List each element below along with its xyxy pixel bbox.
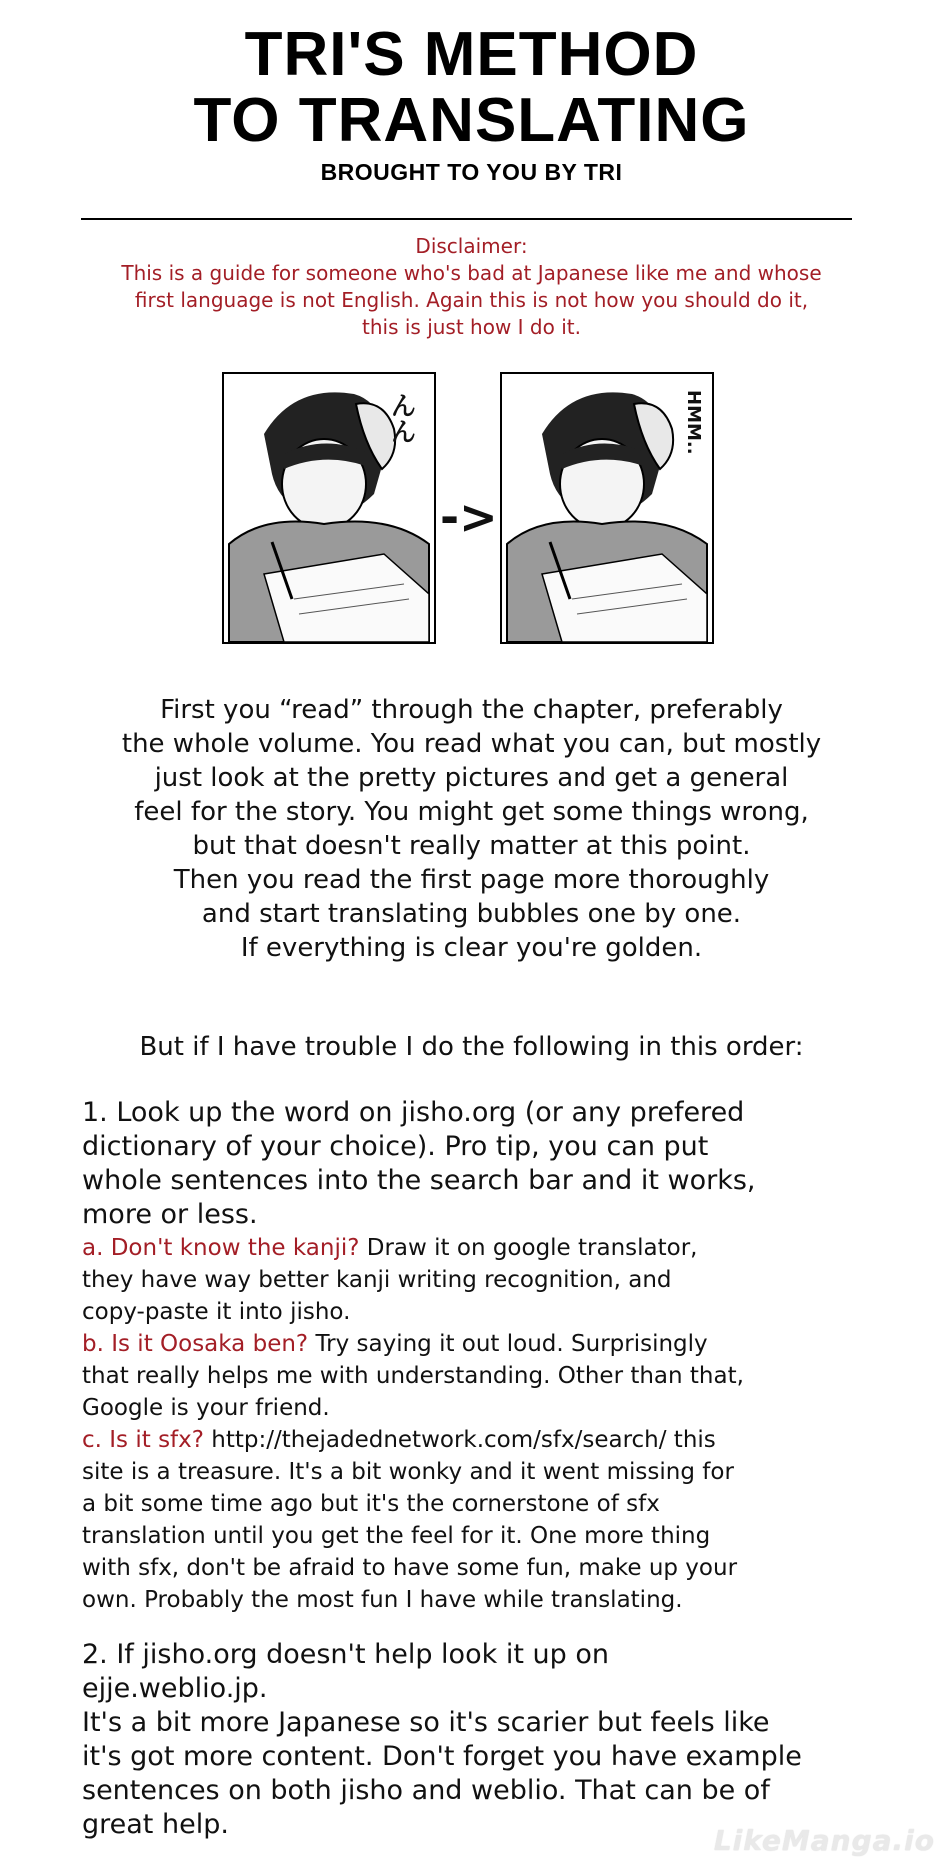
tip-c-text: translation until you get the feel for it. One more thing	[82, 1523, 711, 1549]
intro-line: feel for the story. You might get some things wrong,	[134, 797, 809, 827]
arrow-right-icon: ->	[440, 490, 498, 544]
disclaimer-line: This is a guide for someone who's bad at Japanese like me and whose	[121, 261, 822, 285]
step-1	[82, 1096, 872, 1616]
step-2-heading-line: ejje.weblio.jp.	[82, 1673, 268, 1704]
tip-a-text: copy-paste it into jisho.	[82, 1299, 351, 1325]
tip-b-text: Google is your friend.	[82, 1395, 330, 1421]
title-line-1: TRI'S METHOD	[244, 20, 699, 89]
step-1-heading-line: 1. Look up the word on jisho.org (or any prefered	[82, 1097, 745, 1128]
tip-c	[82, 1424, 872, 1616]
step-1-heading-line: dictionary of your choice). Pro tip, you can put	[82, 1131, 709, 1162]
step-2-body-line: great help.	[82, 1809, 229, 1840]
manga-panel-before	[222, 372, 436, 644]
divider	[81, 218, 852, 220]
step-2-heading	[82, 1638, 872, 1706]
intro-line: and start translating bubbles one by one.	[201, 899, 742, 929]
intro-line: but that doesn't really matter at this point.	[192, 831, 751, 861]
tip-c-label: c. Is it sfx?	[82, 1427, 204, 1453]
title-line-2: TO TRANSLATING	[193, 86, 750, 155]
tip-a	[82, 1232, 872, 1328]
step-2-body-line: sentences on both jisho and weblio. That can be of	[82, 1775, 770, 1806]
disclaimer	[60, 233, 883, 341]
intro-line: just look at the pretty pictures and get a general	[154, 763, 789, 793]
step-1-heading-line: more or less.	[82, 1199, 258, 1230]
step-2-heading-line: 2. If jisho.org doesn't help look it up on	[82, 1639, 609, 1670]
trouble-intro: But if I have trouble I do the following in this order:	[139, 1032, 804, 1062]
step-1-heading-line: whole sentences into the search bar and it works,	[82, 1165, 756, 1196]
tip-c-text: own. Probably the most fun I have while translating.	[82, 1587, 683, 1613]
sfx-hmm: HMM..	[683, 390, 704, 455]
disclaimer-line: this is just how I do it.	[362, 315, 581, 339]
intro-line: If everything is clear you're golden.	[240, 933, 703, 963]
tip-b-label: b. Is it Oosaka ben?	[82, 1331, 309, 1357]
tip-c-text: site is a treasure. It's a bit wonky and it went missing for	[82, 1459, 734, 1485]
page-subtitle: BROUGHT TO YOU BY TRI	[320, 159, 623, 185]
tip-a-label: a. Don't know the kanji?	[82, 1235, 360, 1261]
tip-c-text: http://thejadednetwork.com/sfx/search/ this	[203, 1427, 716, 1453]
intro-line: the whole volume. You read what you can, but mostly	[121, 729, 822, 759]
step-2	[82, 1638, 872, 1842]
tip-b-text: that really helps me with understanding. Other than that,	[82, 1363, 744, 1389]
tip-c-text: with sfx, don't be afraid to have some fun, make up your	[82, 1555, 738, 1581]
sfx-hmm-jp: んん	[386, 392, 416, 444]
tip-a-text: Draw it on google translator,	[359, 1235, 698, 1261]
tip-c-text: a bit some time ago but it's the cornerstone of sfx	[82, 1491, 660, 1517]
tip-b	[82, 1328, 872, 1424]
step-1-heading	[82, 1096, 872, 1232]
step-2-body-line: It's a bit more Japanese so it's scarier but feels like	[82, 1707, 770, 1738]
page-title	[0, 22, 943, 154]
intro-paragraph	[60, 693, 883, 965]
disclaimer-line: first language is not English. Again this is not how you should do it,	[134, 288, 809, 312]
intro-line: Then you read the first page more thoroughly	[173, 865, 770, 895]
step-2-body-line: it's got more content. Don't forget you have example	[82, 1741, 802, 1772]
disclaimer-heading: Disclaimer:	[415, 234, 528, 258]
manga-panel-after	[500, 372, 714, 644]
step-2-body	[82, 1706, 872, 1842]
intro-line: First you “read” through the chapter, preferably	[160, 695, 783, 725]
tip-a-text: they have way better kanji writing recognition, and	[82, 1267, 672, 1293]
site-watermark: LikeManga.io	[713, 1824, 935, 1857]
tip-b-text: Try saying it out loud. Surprisingly	[308, 1331, 708, 1357]
